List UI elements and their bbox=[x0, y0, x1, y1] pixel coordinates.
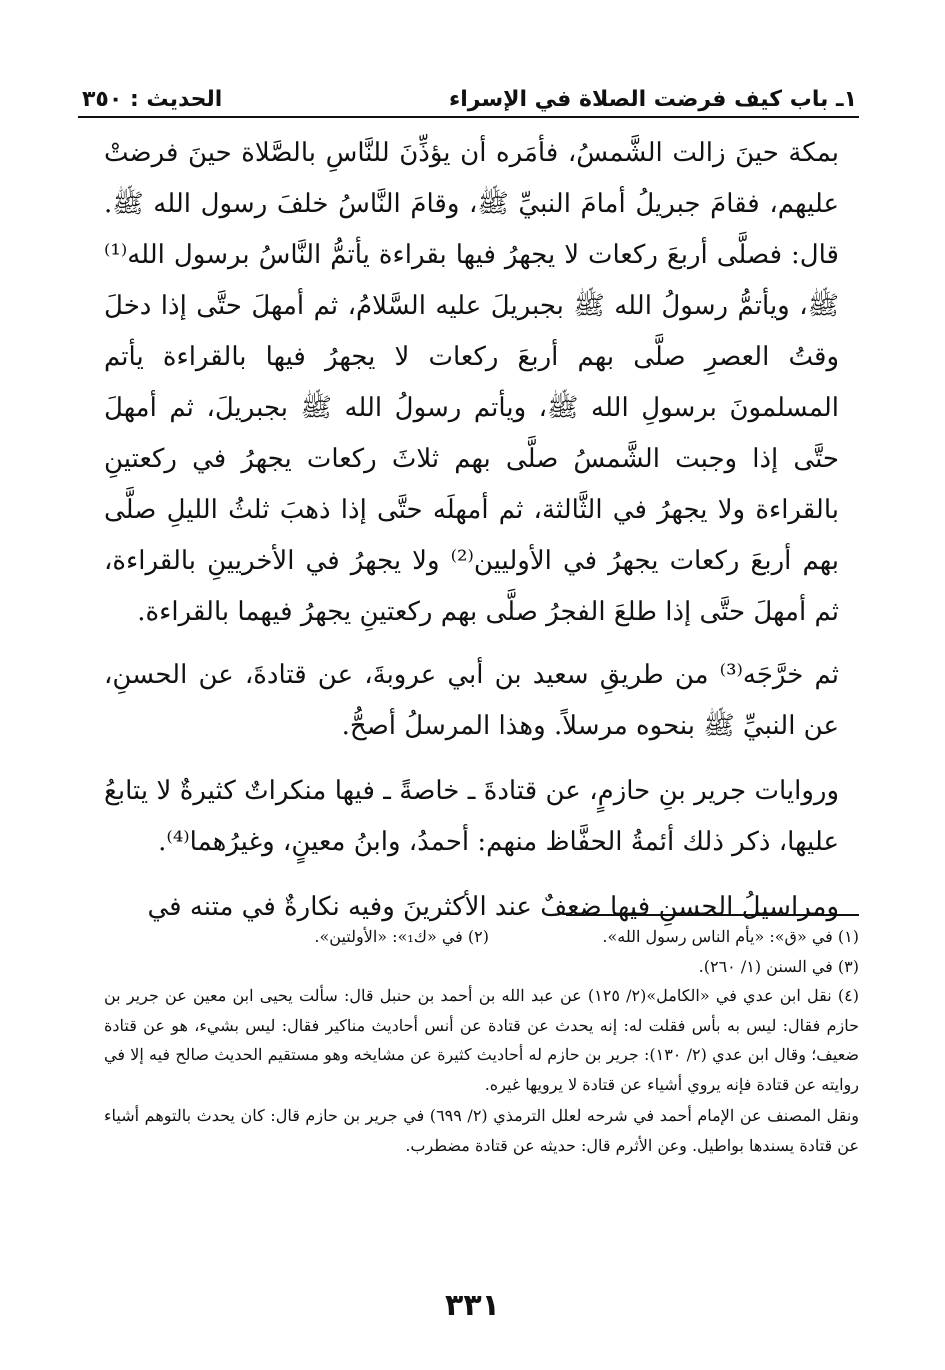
footnote-2: (٢) في «ك₁»: «الأولتين». bbox=[314, 927, 489, 946]
body-paragraph-2: ثم خرَّجَه⁽³⁾ من طريقِ سعيد بن أبي عروبةَ، عن قتادةَ، عن الحسنِ، عن النبيِّ ﷺ بنحوه مرسلاً. وهذا المرسلُ أصحُّ. bbox=[104, 660, 839, 741]
main-text bbox=[104, 128, 839, 947]
header-divider bbox=[78, 116, 859, 118]
chapter-title: ١ـ باب كيف فرضت الصلاة في الإسراء bbox=[448, 87, 857, 112]
footnote-3: (٣) في السنن (١/ ٢٦٠). bbox=[698, 956, 859, 976]
hadith-number: الحديث : ٣٥٠ bbox=[82, 87, 223, 112]
footnote-4-part-1: (٤) نقل ابن عدي في «الكامل»(٢/ ١٢٥) عن عبد الله بن أحمد بن حنبل قال: سألت يحيى ابن معين عن جرير بن حازم فقال: ليس به بأس فقلت له: إنه يحدث عن قتادة عن أنس أحاديث مناكير فقال: ليس بشيء، هو عن قتادة ضعيف؛ وقال ابن عدي (٢/ ١٣٠): جرير بن حازم له أحاديث كثيرة عن مشايخه وهو مستقيم الحديث صالح فيه إلا في روايته عن قتادة فإنه يروي أشياء عن قتادة لا يرويها غيره. bbox=[104, 986, 859, 1094]
footnote-divider bbox=[566, 914, 859, 916]
page-number: ٣٣١ bbox=[445, 1288, 500, 1323]
footnotes bbox=[104, 922, 859, 1160]
page-header bbox=[82, 78, 857, 112]
body-paragraph-3: وروايات جرير بنِ حازمٍ، عن قتادةَ ـ خاصةً ـ فيها منكراتٌ كثيرةٌ لا يتابعُ عليها، ذكر ذلك أئمةُ الحفَّاظ منهم: أحمدُ، وابنُ معينٍ، وغيرُهما⁽⁴⁾. bbox=[104, 776, 839, 857]
footnote-4-part-2: ونقل المصنف عن الإمام أحمد في شرحه لعلل الترمذي (٢/ ٦٩٩) في جرير بن حازم قال: كان يحدث بالتوهم أشياء عن قتادة يسندها بواطيل. وعن الأثرم قال: حديثه عن قتادة مضطرب. bbox=[104, 1106, 859, 1155]
body-paragraph-1: بمكة حينَ زالت الشَّمسُ، فأمَره أن يؤذِّنَ للنَّاسِ بالصَّلاة حينَ فرضتْ عليهم، فقامَ جبريلُ أمامَ النبيِّ ﷺ، وقامَ النَّاسُ خلفَ رسول الله ﷺ. قال: فصلَّى أربعَ ركعات لا يجهرُ فيها بقراءة يأتمُّ النَّاسُ برسول الله⁽¹⁾ ﷺ، ويأتمُّ رسولُ الله ﷺ بجبريلَ عليه السَّلامُ، ثم أمهلَ حتَّى إذا دخلَ وقتُ العصرِ صلَّى بهم أربعَ ركعات لا يجهرُ فيها بالقراءة يأتم المسلمونَ برسولِ الله ﷺ، ويأتم رسولُ الله ﷺ بجبريلَ، ثم أمهلَ حتَّى إذا وجبت الشَّمسُ صلَّى بهم ثلاثَ ركعات يجهرُ في ركعتينِ بالقراءة ولا يجهرُ في الثَّالثة، ثم أمهلَه حتَّى إذا ذهبَ ثلثُ الليلِ صلَّى بهم أربعَ ركعات يجهرُ في الأوليين⁽²⁾ ولا يجهرُ في الأخريينِ بالقراءة، ثم أمهلَ حتَّى إذا طلعَ الفجرُ صلَّى بهم ركعتينِ يجهرُ فيهما بالقراءة. bbox=[104, 138, 839, 627]
footnote-row-1 bbox=[104, 922, 859, 952]
body-paragraph-4: ومراسيلُ الحسنِ فيها ضعفٌ عند الأكثرينَ وفيه نكارةٌ في متنه في bbox=[147, 892, 839, 922]
footnote-1: (١) في «ق»: «يأم الناس رسول الله». bbox=[602, 927, 859, 946]
footnote-row-2 bbox=[104, 952, 859, 982]
